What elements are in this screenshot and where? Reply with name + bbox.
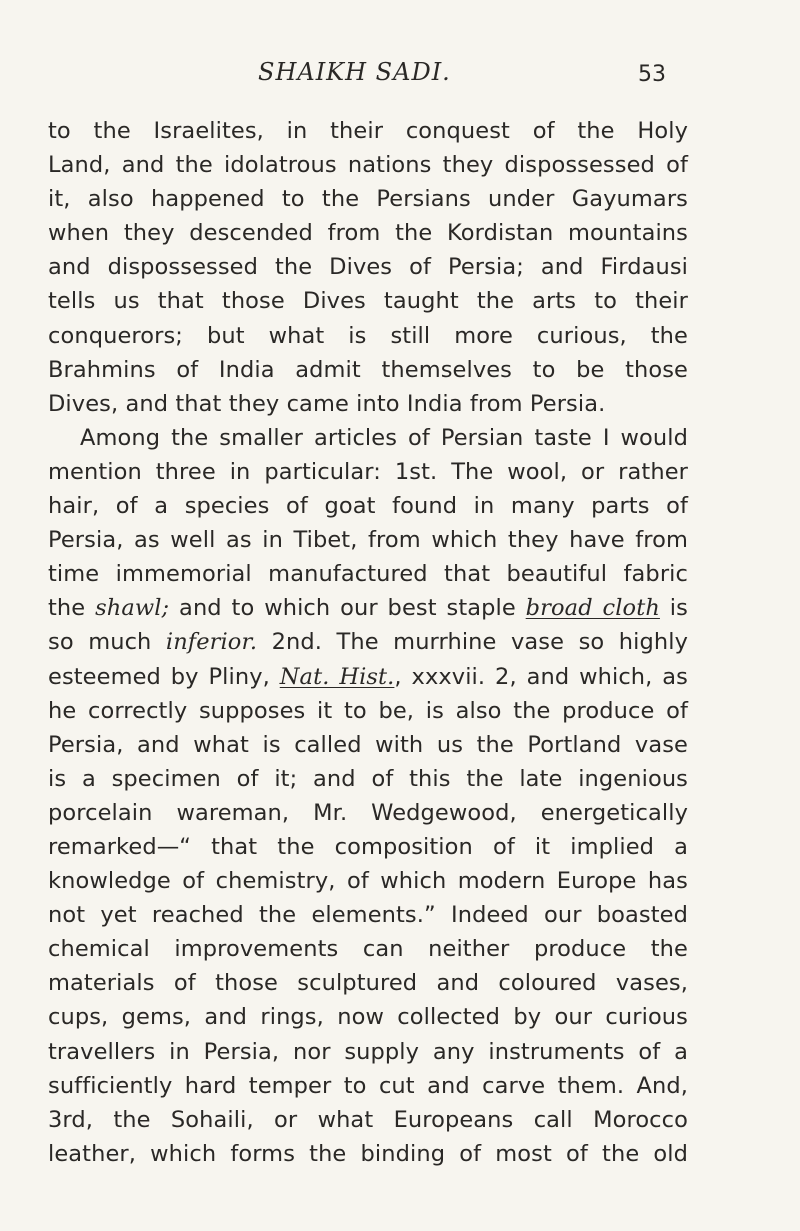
- text-line: materials of those sculptured and coloured vases,: [48, 970, 688, 997]
- text-line: 3rd, the Sohaili, or what Europeans call Morocco: [48, 1106, 688, 1133]
- text-line: so much inferior. 2nd. The murrhine vase so highly: [48, 629, 688, 656]
- text-line: he correctly supposes it to be, is also the produce of: [48, 697, 688, 724]
- text-line: knowledge of chemistry, of which modern Europe has: [48, 868, 688, 895]
- italic-term: broad cloth: [525, 595, 660, 622]
- text-line: conquerors; but what is still more curious, the: [48, 322, 688, 349]
- text-line: is a specimen of it; and of this the late ingenious: [48, 765, 688, 792]
- text-line: Persia, and what is called with us the Portland vase: [48, 731, 688, 758]
- text-line: sufficiently hard temper to cut and carve them. And,: [48, 1072, 688, 1099]
- text-line: it, also happened to the Persians under Gayumars: [48, 186, 688, 213]
- text-line: to the Israelites, in their conquest of the Holy: [48, 118, 688, 144]
- text-line: Among the smaller articles of Persian taste I would: [80, 424, 688, 451]
- page-number: 53: [638, 62, 666, 87]
- text-line: travellers in Persia, nor supply any instruments of a: [48, 1038, 688, 1065]
- text-line: porcelain wareman, Mr. Wedgewood, energetically: [48, 799, 688, 826]
- text-line: Dives, and that they came into India from Persia.: [48, 390, 606, 417]
- text-line: Brahmins of India admit themselves to be those: [48, 356, 688, 383]
- text-line: cups, gems, and rings, now collected by our curious: [48, 1004, 688, 1031]
- text-line: Land, and the idolatrous nations they dispossessed of: [48, 152, 688, 179]
- text-line: when they descended from the Kordistan mountains: [48, 220, 688, 247]
- text-line: hair, of a species of goat found in many parts of: [48, 493, 688, 520]
- text-line: mention three in particular: 1st. The wool, or rather: [48, 458, 688, 485]
- italic-citation: Nat. Hist.: [279, 663, 395, 690]
- text-line: Persia, as well as in Tibet, from which they have from: [48, 527, 688, 554]
- text-line: the shawl; and to which our best staple broad cloth is: [48, 595, 688, 622]
- body-text: [48, 114, 688, 1171]
- italic-term: inferior.: [165, 629, 258, 656]
- running-title: SHAIKH SADI.: [258, 58, 451, 86]
- text-line: esteemed by Pliny, Nat. Hist., xxxvii. 2, and which, as: [48, 663, 688, 690]
- running-head: [0, 58, 800, 98]
- text-line: not yet reached the elements.” Indeed our boasted: [48, 902, 688, 929]
- text-line: time immemorial manufactured that beautiful fabric: [48, 561, 688, 588]
- italic-term: shawl;: [95, 595, 170, 622]
- text-line: chemical improvements can neither produce the: [48, 936, 688, 963]
- text-line: tells us that those Dives taught the arts to their: [48, 288, 688, 315]
- text-line: and dispossessed the Dives of Persia; and Firdausi: [48, 254, 688, 281]
- text-line: remarked—“ that the composition of it implied a: [48, 833, 688, 860]
- text-line: leather, which forms the binding of most of the old: [48, 1140, 688, 1167]
